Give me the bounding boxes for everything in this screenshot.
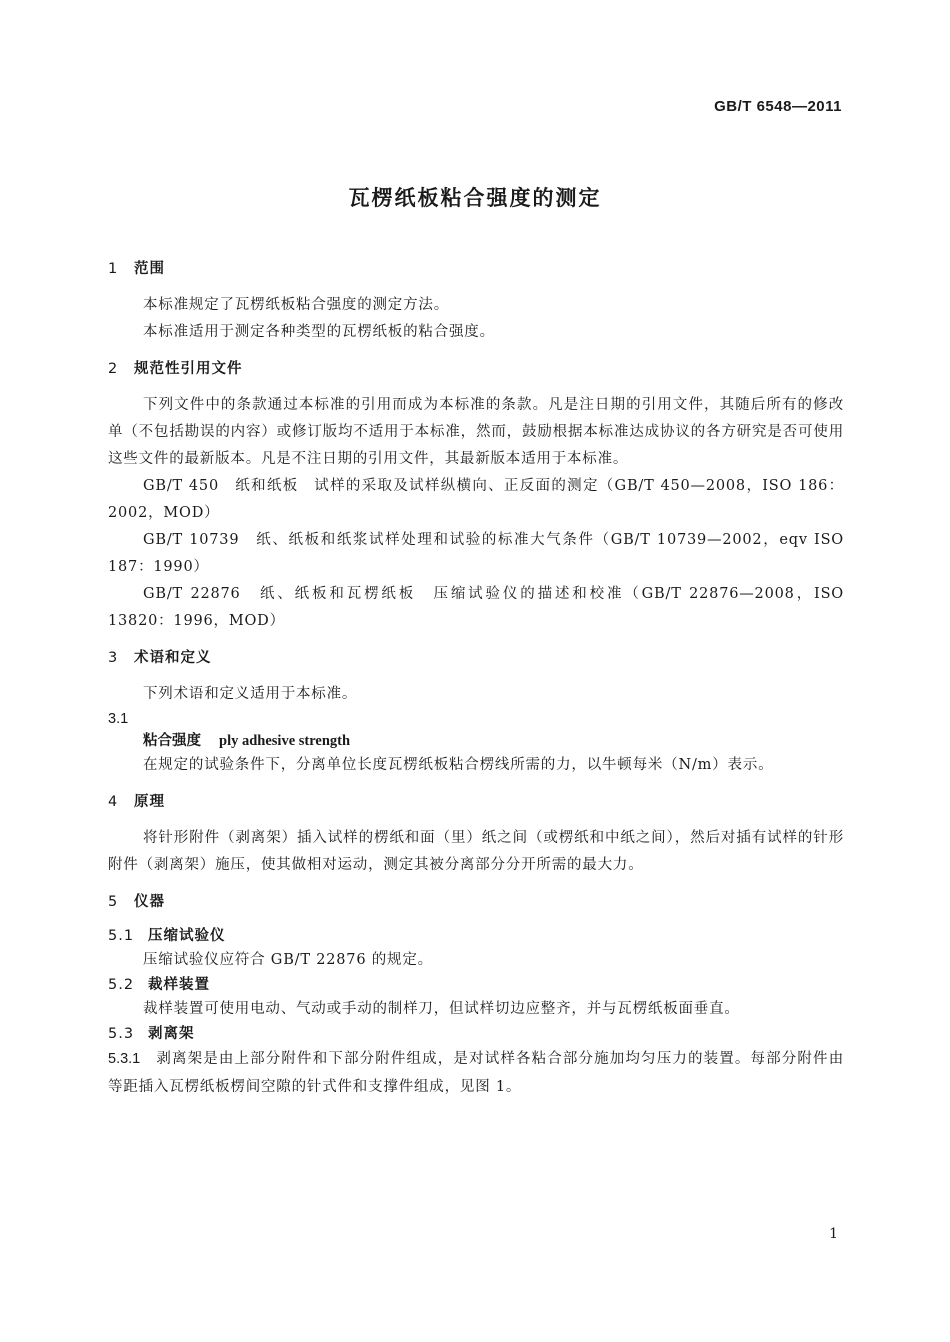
section-title: 范围 xyxy=(134,261,165,277)
section-4-heading xyxy=(108,791,844,813)
clause-5-3-1 xyxy=(108,1045,844,1101)
paragraph: 裁样装置可使用电动、气动或手动的制样刀，但试样切边应整齐，并与瓦楞纸板面垂直。 xyxy=(143,1001,740,1017)
section-title: 规范性引用文件 xyxy=(134,361,243,377)
subsection-number: 5.2 xyxy=(108,977,135,993)
section-title: 仪器 xyxy=(134,894,165,910)
term-number: 3.1 xyxy=(108,711,129,727)
section-number: 2 xyxy=(108,361,119,377)
section-number: 4 xyxy=(108,794,119,810)
subsection-title: 剥离架 xyxy=(148,1026,195,1042)
paragraph: 下列文件中的条款通过本标准的引用而成为本标准的条款。凡是注日期的引用文件，其随后所有的修改单（不包括勘误的内容）或修订版均不适用于本标准，然而，鼓励根据本标准达成协议的各方研究是否可使用这些文件的最新版本。凡是不注日期的引用文件，其最新版本适用于本标准。 xyxy=(108,397,844,467)
paragraph: 本标准适用于测定各种类型的瓦楞纸板的粘合强度。 xyxy=(143,324,495,340)
clause-number: 5.3.1 xyxy=(108,1051,141,1067)
section-number: 3 xyxy=(108,650,119,666)
document-title: 瓦楞纸板粘合强度的测定 xyxy=(348,186,602,210)
paragraph: 将针形附件（剥离架）插入试样的楞纸和面（里）纸之间（或楞纸和中纸之间），然后对插有试样的针形附件（剥离架）施压，使其做相对运动，测定其被分离部分分开所需的最大力。 xyxy=(108,830,844,873)
term-name xyxy=(108,730,844,752)
section-3-heading xyxy=(108,647,844,669)
reference-item: GB/T 10739 纸、纸板和纸浆试样处理和试验的标准大气条件（GB/T 10739—2002，eqv ISO 187：1990） xyxy=(108,532,844,575)
paragraph: 本标准规定了瓦楞纸板粘合强度的测定方法。 xyxy=(143,297,449,313)
term-definition: 在规定的试验条件下，分离单位长度瓦楞纸板粘合楞线所需的力，以牛顿每米（N/m）表示。 xyxy=(143,757,774,773)
subsection-title: 压缩试验仪 xyxy=(148,928,226,944)
section-2-heading xyxy=(108,358,844,380)
page-number: 1 xyxy=(829,1226,838,1242)
term-name-en: ply adhesive strength xyxy=(219,733,351,749)
subsection-5-2-heading xyxy=(108,974,844,996)
section-title: 术语和定义 xyxy=(134,650,212,666)
section-number: 1 xyxy=(108,261,119,277)
document-body xyxy=(108,258,844,1101)
section-title: 原理 xyxy=(134,794,165,810)
section-1-heading xyxy=(108,258,844,280)
subsection-5-1-heading xyxy=(108,925,844,947)
term-name-cn: 粘合强度 xyxy=(143,733,201,749)
section-number: 5 xyxy=(108,894,119,910)
standard-number: GB/T 6548—2011 xyxy=(714,98,842,115)
subsection-title: 裁样装置 xyxy=(148,977,210,993)
subsection-5-3-heading xyxy=(108,1023,844,1045)
paragraph: 下列术语和定义适用于本标准。 xyxy=(143,686,358,702)
subsection-number: 5.3 xyxy=(108,1026,135,1042)
section-5-heading xyxy=(108,891,844,913)
reference-item: GB/T 450 纸和纸板 试样的采取及试样纵横向、正反面的测定（GB/T 450—2008，ISO 186：2002，MOD） xyxy=(108,478,844,521)
subsection-number: 5.1 xyxy=(108,928,135,944)
paragraph: 压缩试验仪应符合 GB/T 22876 的规定。 xyxy=(143,952,433,968)
clause-text: 剥离架是由上部分附件和下部分附件组成，是对试样各粘合部分施加均匀压力的装置。每部分附件由等距插入瓦楞纸板楞间空隙的针式件和支撑件组成，见图 1。 xyxy=(108,1051,844,1095)
reference-item: GB/T 22876 纸、纸板和瓦楞纸板 压缩试验仪的描述和校准（GB/T 22876—2008，ISO 13820：1996，MOD） xyxy=(108,586,844,629)
